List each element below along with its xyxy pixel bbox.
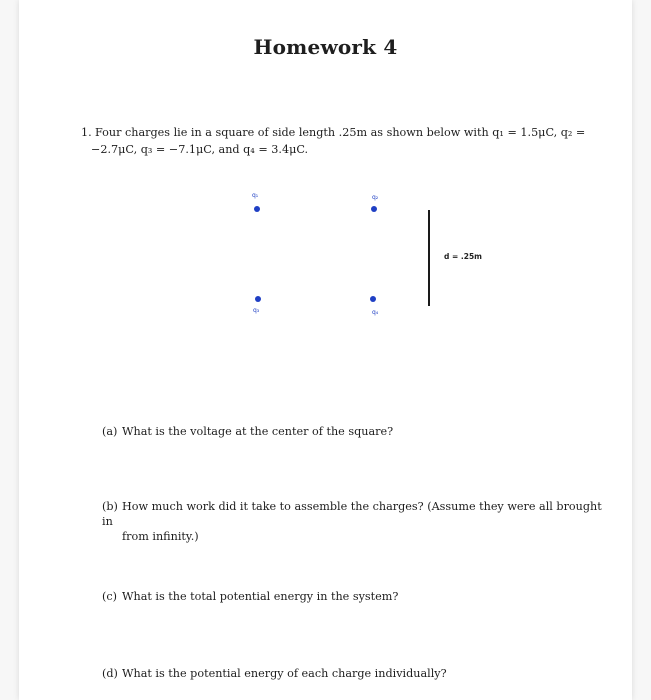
charge-dot-q1 <box>254 206 260 212</box>
charge-label-q3: q₃ <box>253 307 260 314</box>
question-c-label: (c) <box>102 590 117 603</box>
charge-label-q1: q₁ <box>252 192 259 199</box>
question-b-text-line-1: How much work did it take to assemble the charges? (Assume they were all brought in <box>102 500 602 528</box>
question-d-label: (d) <box>102 667 118 680</box>
question-b-text-line-2: from infinity.) <box>122 530 199 543</box>
question-c <box>102 589 602 604</box>
question-d <box>102 666 602 681</box>
problem-number: 1. <box>81 126 92 139</box>
problem-line-1 <box>81 124 601 141</box>
document-page <box>19 0 632 700</box>
question-c-text: What is the total potential energy in the system? <box>122 590 399 603</box>
question-d-text: What is the potential energy of each charge individually? <box>122 667 447 680</box>
side-length-bar <box>428 210 430 306</box>
problem-statement <box>81 124 601 158</box>
charge-dot-q3 <box>255 296 261 302</box>
question-a-text: What is the voltage at the center of the square? <box>122 425 394 438</box>
charge-label-q2: q₂ <box>372 194 379 201</box>
question-b-label: (b) <box>102 500 118 513</box>
problem-text-line-1: Four charges lie in a square of side length .25m as shown below with q₁ = 1.5μC, q₂ = <box>95 126 586 139</box>
side-length-label: d = .25m <box>444 252 482 261</box>
page-title: Homework 4 <box>253 35 398 59</box>
charge-dot-q2 <box>371 206 377 212</box>
question-b <box>102 499 602 544</box>
problem-text-line-2: −2.7μC, q₃ = −7.1μC, and q₄ = 3.4μC. <box>91 143 309 156</box>
charge-label-q4: q₄ <box>372 309 379 316</box>
charge-dot-q4 <box>370 296 376 302</box>
charge-diagram <box>19 180 632 330</box>
question-a-label: (a) <box>102 425 118 438</box>
question-a <box>102 424 602 439</box>
